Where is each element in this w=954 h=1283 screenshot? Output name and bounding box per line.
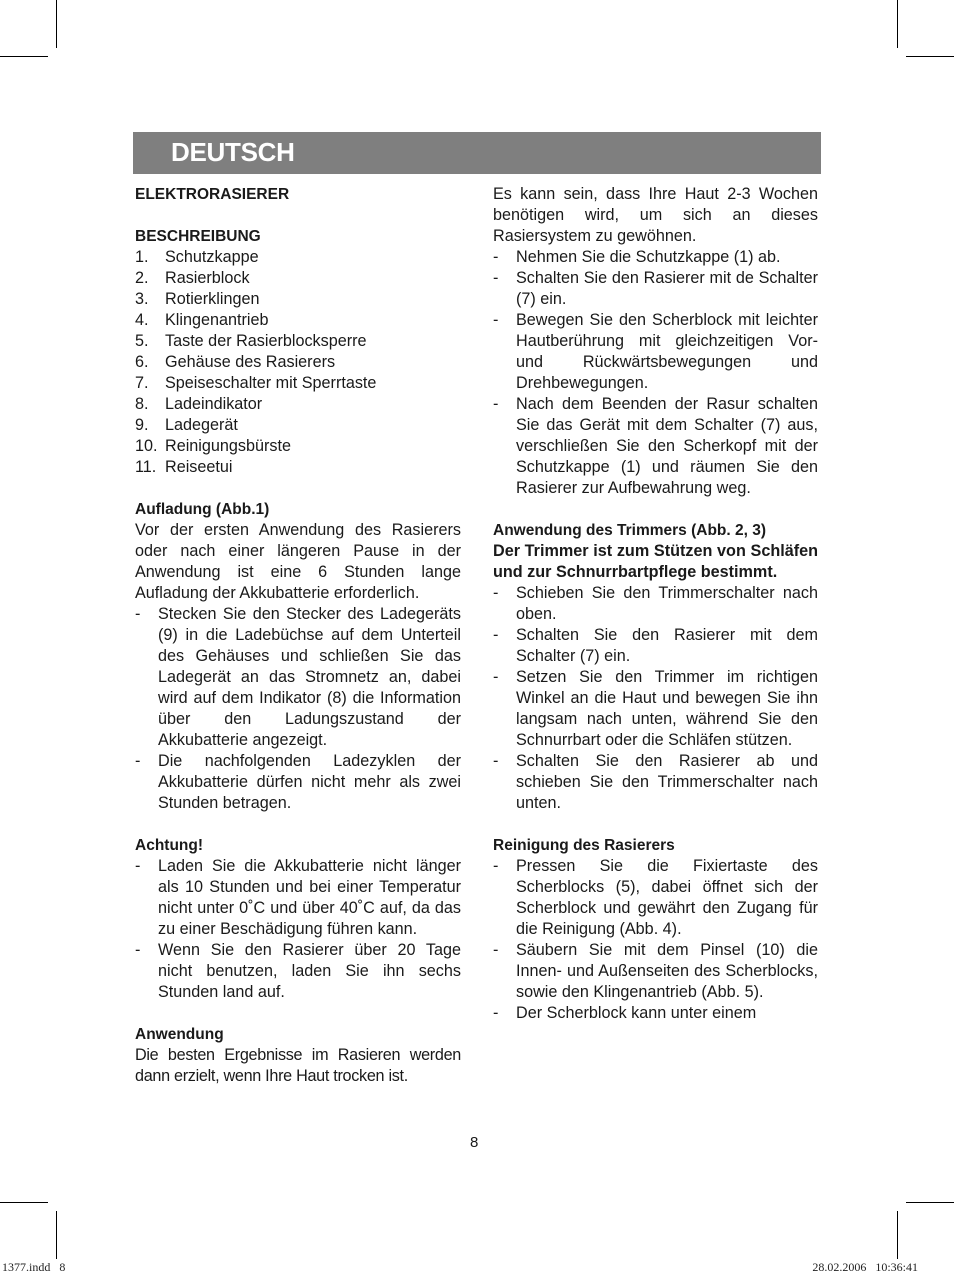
footer-file: 1377.indd 8 xyxy=(2,1260,66,1274)
list-item: - Nach dem Beenden der Rasur schalten Sie das Gerät mit dem Schalter (7) aus, verschließen Sie den Scherkopf mit der Schutzkappe (1) und räumen Sie den Rasierer zur Aufbewahrung weg. xyxy=(493,395,818,497)
usage-continued: Es kann sein, dass Ihre Haut 2-3 Wochen benötigen wird, um sich an dieses Rasiersystem zu gewöhnen. xyxy=(493,185,818,245)
charging-intro: Vor der ersten Anwendung des Rasierers oder nach einer längeren Pause in der Anwendung ist eine 6 Stunden lange Aufladung der Akkubatterie erforderlich. xyxy=(135,521,461,602)
footer-timestamp: 28.02.2006 10:36:41 xyxy=(812,1260,918,1274)
trimmer-list xyxy=(493,583,818,814)
crop-mark xyxy=(56,0,57,48)
description-heading: BESCHREIBUNG xyxy=(135,228,261,245)
left-column xyxy=(135,184,461,1087)
attention-list xyxy=(135,856,461,1003)
list-item: 11. Reiseetui xyxy=(135,458,233,476)
trimmer-heading: Anwendung des Trimmers (Abb. 2, 3) xyxy=(493,522,767,539)
list-item: 9. Ladegerät xyxy=(135,416,238,434)
list-item: 3. Rotierklingen xyxy=(135,290,260,308)
usage-list xyxy=(493,247,818,499)
list-item: - Pressen Sie die Fixiertaste des Scherblocks (5), dabei öffnet sich der Scherblock und gewährt den Zugang für die Reinigung (Abb. 4). xyxy=(493,857,818,938)
list-item: 5. Taste der Rasierblocksperre xyxy=(135,332,367,350)
list-item: - Schalten Sie den Rasierer mit dem Schalter (7) ein. xyxy=(493,626,818,665)
parts-list xyxy=(135,247,461,478)
crop-mark xyxy=(0,56,48,57)
usage-heading: Anwendung xyxy=(135,1026,224,1043)
list-item: - Der Scherblock kann unter einem xyxy=(493,1004,757,1022)
list-item: - Bewegen Sie den Scherblock mit leichter Hautberührung mit gleichzeitigen Vor- und Rückwärtsbewegungen und Drehbewegungen. xyxy=(493,311,818,392)
list-item: 7. Speiseschalter mit Sperrtaste xyxy=(135,374,377,392)
list-item: - Die nachfolgenden Ladezyklen der Akkubatterie dürfen nicht mehr als zwei Stunden betragen. xyxy=(135,752,461,812)
right-column xyxy=(493,184,818,1024)
list-item: - Säubern Sie mit dem Pinsel (10) die Innen- und Außenseiten des Scherblocks, sowie den Klingenantrieb (Abb. 5). xyxy=(493,941,818,1001)
charging-heading: Aufladung (Abb.1) xyxy=(135,501,270,518)
banner-title: DEUTSCH xyxy=(171,137,295,167)
crop-mark xyxy=(897,1211,898,1259)
crop-mark xyxy=(0,1202,48,1203)
list-item: 1. Schutzkappe xyxy=(135,248,259,266)
cleaning-heading: Reinigung des Rasierers xyxy=(493,837,675,854)
list-item: - Schalten Sie den Rasierer ab und schieben Sie den Trimmerschalter nach unten. xyxy=(493,752,818,812)
crop-mark xyxy=(906,1202,954,1203)
list-item: - Schalten Sie den Rasierer mit de Schalter (7) ein. xyxy=(493,269,818,308)
attention-heading: Achtung! xyxy=(135,837,204,854)
list-item: 4. Klingenantrieb xyxy=(135,311,269,329)
list-item: - Nehmen Sie die Schutzkappe (1) ab. xyxy=(493,248,781,266)
list-item: 10. Reinigungsbürste xyxy=(135,437,291,455)
crop-mark xyxy=(906,56,954,57)
list-item: - Stecken Sie den Stecker des Ladegeräts (9) in die Ladebüchse auf dem Unterteil des Gehäuses und schließen Sie das Ladegerät an das Stromnetz an, dabei wird auf dem Indikator (8) die Information über den Ladungszustand der Akkubatterie angezeigt. xyxy=(135,605,461,749)
trimmer-intro: Der Trimmer ist zum Stützen von Schläfen und zur Schnurrbartpflege bestimmt. xyxy=(493,542,818,581)
page-number: 8 xyxy=(470,1134,479,1151)
list-item: 6. Gehäuse des Rasierers xyxy=(135,353,336,371)
list-item: - Laden Sie die Akkubatterie nicht länger als 10 Stunden und bei einer Temperatur nicht unter 0˚C und über 40˚C auf, da das zu einer Beschädigung führen kann. xyxy=(135,857,461,938)
product-title: ELEKTRORASIERER xyxy=(135,186,290,203)
list-item: - Wenn Sie den Rasierer über 20 Tage nicht benutzen, laden Sie ihn sechs Stunden land auf. xyxy=(135,941,461,1001)
crop-mark xyxy=(897,0,898,48)
language-banner xyxy=(133,132,821,174)
charging-list xyxy=(135,604,461,814)
usage-text: Die besten Ergebnisse im Rasieren werden dann erzielt, wenn Ihre Haut trocken ist. xyxy=(135,1046,461,1085)
crop-mark xyxy=(56,1211,57,1259)
list-item: 2. Rasierblock xyxy=(135,269,250,287)
list-item: - Setzen Sie den Trimmer im richtigen Winkel an die Haut und bewegen Sie ihn langsam nach unten, während Sie den Schnurrbart oder die Schläfen stützen. xyxy=(493,668,818,749)
cleaning-list xyxy=(493,856,818,1024)
list-item: - Schieben Sie den Trimmerschalter nach oben. xyxy=(493,584,818,623)
list-item: 8. Ladeindikator xyxy=(135,395,263,413)
